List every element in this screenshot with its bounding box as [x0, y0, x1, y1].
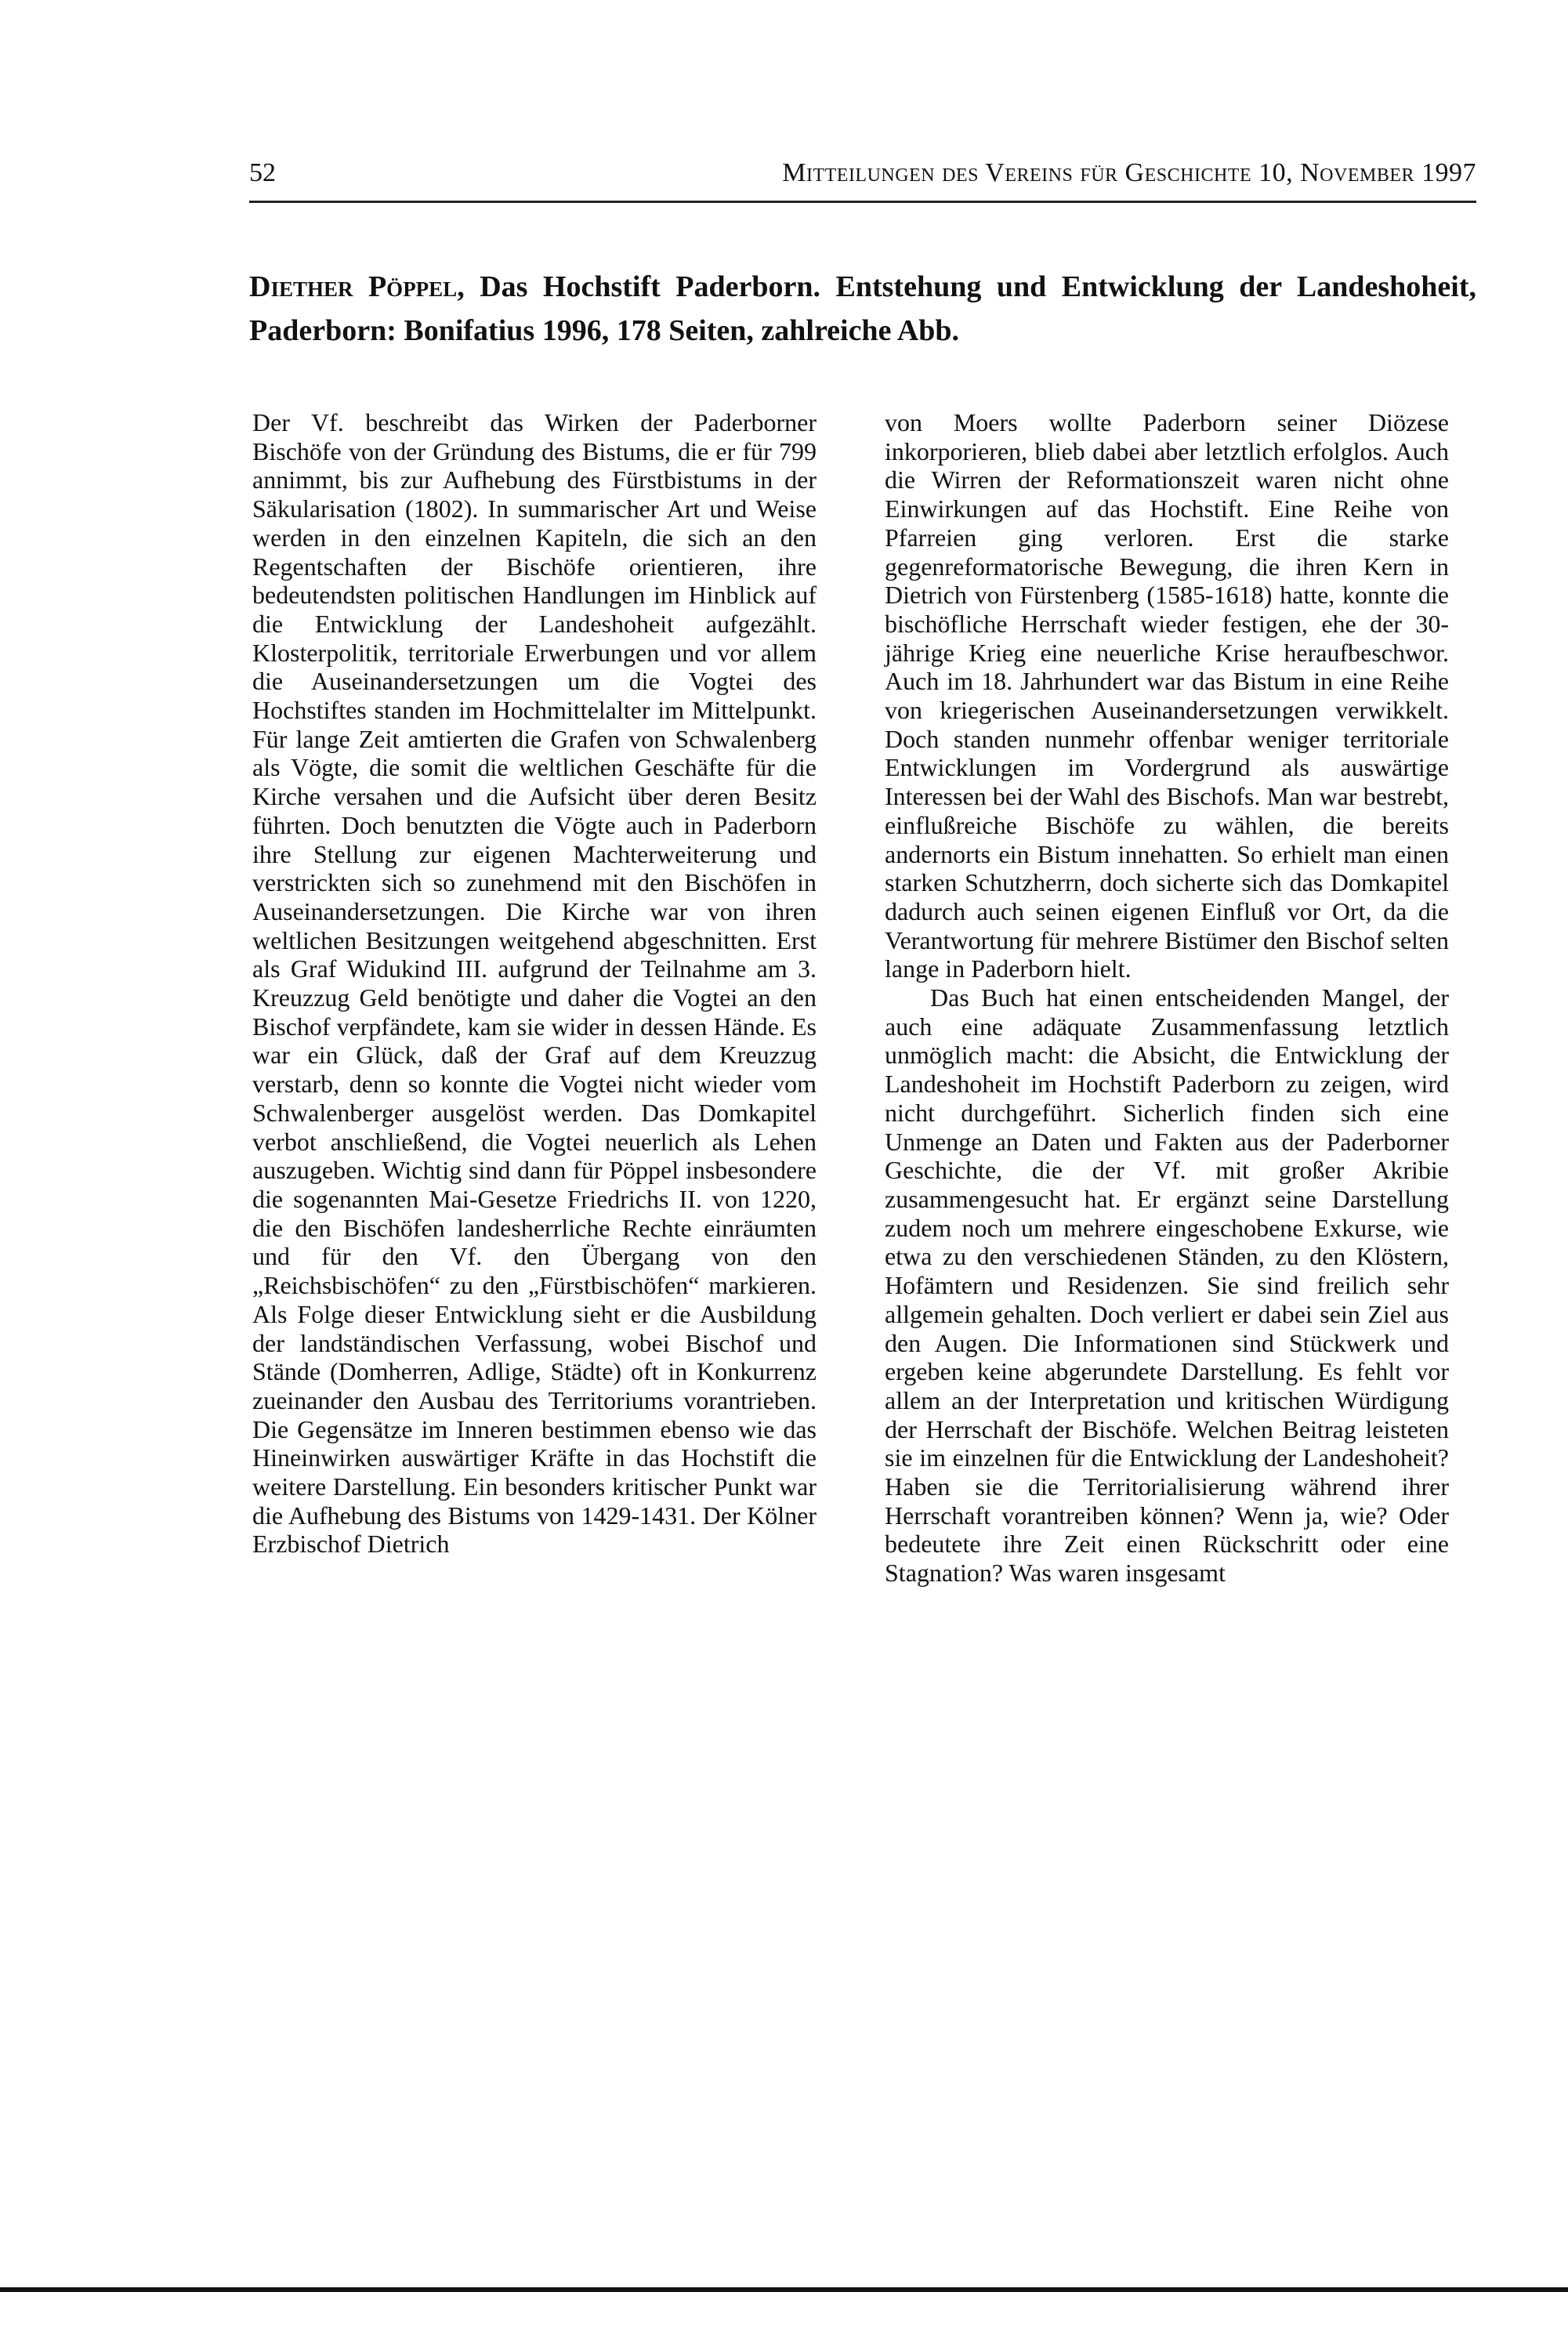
left-column-text: Der Vf. beschreibt das Wirken der Paderborner Bischöfe von der Gründung des Bistums, die er für 799 annimmt, bis zur Aufhebung des Fürstbistums in der Säkularisation (1802). In summarischer Art und Weise werden in den einzelnen Kapiteln, die sich an den Regentschaften der Bischöfe orientieren, ihre bedeutendsten politischen Handlungen im Hinblick auf die Entwicklung der Landeshoheit aufgezählt. Klosterpolitik, territoriale Erwerbungen und vor allem die Auseinandersetzungen um die Vogtei des Hochstiftes standen im Hochmittelalter im Mittelpunkt. Für lange Zeit amtierten die Grafen von Schwalenberg als Vögte, die somit die weltlichen Geschäfte für die Kirche versahen und die Aufsicht über deren Besitz führten. Doch benutzten die Vögte auch in Paderborn ihre Stellung zur eigenen Machterweiterung und verstrickten sich so zunehmend mit den Bischöfen in Auseinandersetzungen. Die Kirche war von ihren weltlichen Besitzungen weitgehend abgeschnitten. Erst als Graf Widukind III. aufgrund der Teilnahme am 3. Kreuzzug Geld benötigte und daher die Vogtei an den Bischof verpfändete, kam sie wider in dessen Hände. Es war ein Glück, daß der Graf auf dem Kreuzzug verstarb, denn so konnte die Vogtei nicht wieder vom Schwalenberger ausgelöst werden. Das Domkapitel verbot anschließend, die Vogtei neuerlich als Lehen auszugeben. Wichtig sind dann für Pöppel insbesondere die sogenannten Mai-Gesetze Friedrichs II. von 1220, die den Bischöfen landesherrliche Rechte einräumten und für den Vf. den Übergang von den „Reichsbischöfen“ zu den „Fürstbischöfen“ markieren. Als Folge dieser Entwicklung sieht er die Ausbildung der landständischen Verfassung, wobei Bischof und Stände (Domherren, Adlige, Städte) oft in Konkurrenz zueinander den Ausbau des Territoriums vorantrieben. Die Gegensätze im Inneren bestimmen ebenso wie das Hineinwirken auswärtiger Kräfte in das Hochstift die weitere Darstellung. Ein besonders kritischer Punkt war die Aufhebung des Bistums von 1429-1431. Der Kölner Erzbischof Dietrich	[252, 408, 817, 1559]
scan-edge-rule	[0, 2287, 1568, 2292]
right-column-continuation: von Moers wollte Paderborn seiner Diözese inkorporieren, blieb dabei aber letztlich erfolglos. Auch die Wirren der Reformationszeit waren nicht ohne Einwirkungen auf das Hochstift. Eine Reihe von Pfarreien ging verloren. Erst die starke gegenreformatorische Bewegung, die ihren Kern in Dietrich von Fürstenberg (1585-1618) hatte, konnte die bischöfliche Herrschaft wieder festigen, ehe der 30-jährige Krieg eine neuerliche Krise heraufbeschwor. Auch im 18. Jahrhundert war das Bistum in eine Reihe von kriegerischen Auseinandersetzungen verwikkelt. Doch standen nunmehr offenbar weniger territoriale Entwicklungen im Vordergrund als auswärtige Interessen bei der Wahl des Bischofs. Man war bestrebt, einflußreiche Bischöfe zu wählen, die bereits andernorts ein Bistum innehatten. So erhielt man einen starken Schutzherrn, doch sicherte sich das Domkapitel dadurch auch seinen eigenen Einfluß vor Ort, da die Verantwortung für mehrere Bistümer den Bischof selten lange in Paderborn hielt.	[885, 408, 1449, 983]
page-number: 52	[249, 158, 276, 187]
review-author: Diether Pöppel,	[249, 270, 465, 303]
left-column	[252, 408, 817, 1559]
journal-title: Mitteilungen des Vereins für Geschichte 10, November 1997	[782, 158, 1476, 187]
review-heading	[249, 265, 1476, 353]
right-column-paragraph: Das Buch hat einen entscheidenden Mangel, der auch eine adäquate Zusammenfassung letztlich unmöglich macht: die Absicht, die Entwicklung der Landeshoheit im Hochstift Paderborn zu zeigen, wird nicht durchgeführt. Sicherlich finden sich eine Unmenge an Daten und Fakten aus der Paderborner Geschichte, die der Vf. mit großer Akribie zusammengesucht hat. Er ergänzt seine Darstellung zudem noch um mehrere eingeschobene Exkurse, wie etwa zu den verschiedenen Ständen, zu den Klöstern, Hofämtern und Residenzen. Sie sind freilich sehr allgemein gehalten. Doch verliert er dabei sein Ziel aus den Augen. Die Informationen sind Stückwerk und ergeben keine abgerundete Darstellung. Es fehlt vor allem an der Interpretation und kritischen Würdigung der Herrschaft der Bischöfe. Welchen Beitrag leisteten sie im einzelnen für die Entwicklung der Landeshoheit? Haben sie die Territorialisierung während ihrer Herrschaft vorantreiben können? Wenn ja, wie? Oder bedeutete ihre Zeit einen Rückschritt oder eine Stagnation? Was waren insgesamt	[885, 983, 1449, 1588]
right-column	[885, 408, 1449, 1588]
review-citation: Das Hochstift Paderborn. Entstehung und Entwicklung der Landeshoheit, Paderborn: Bonifatius 1996, 178 Seiten, zahlreiche Abb.	[249, 270, 1476, 347]
running-head	[249, 155, 1476, 203]
